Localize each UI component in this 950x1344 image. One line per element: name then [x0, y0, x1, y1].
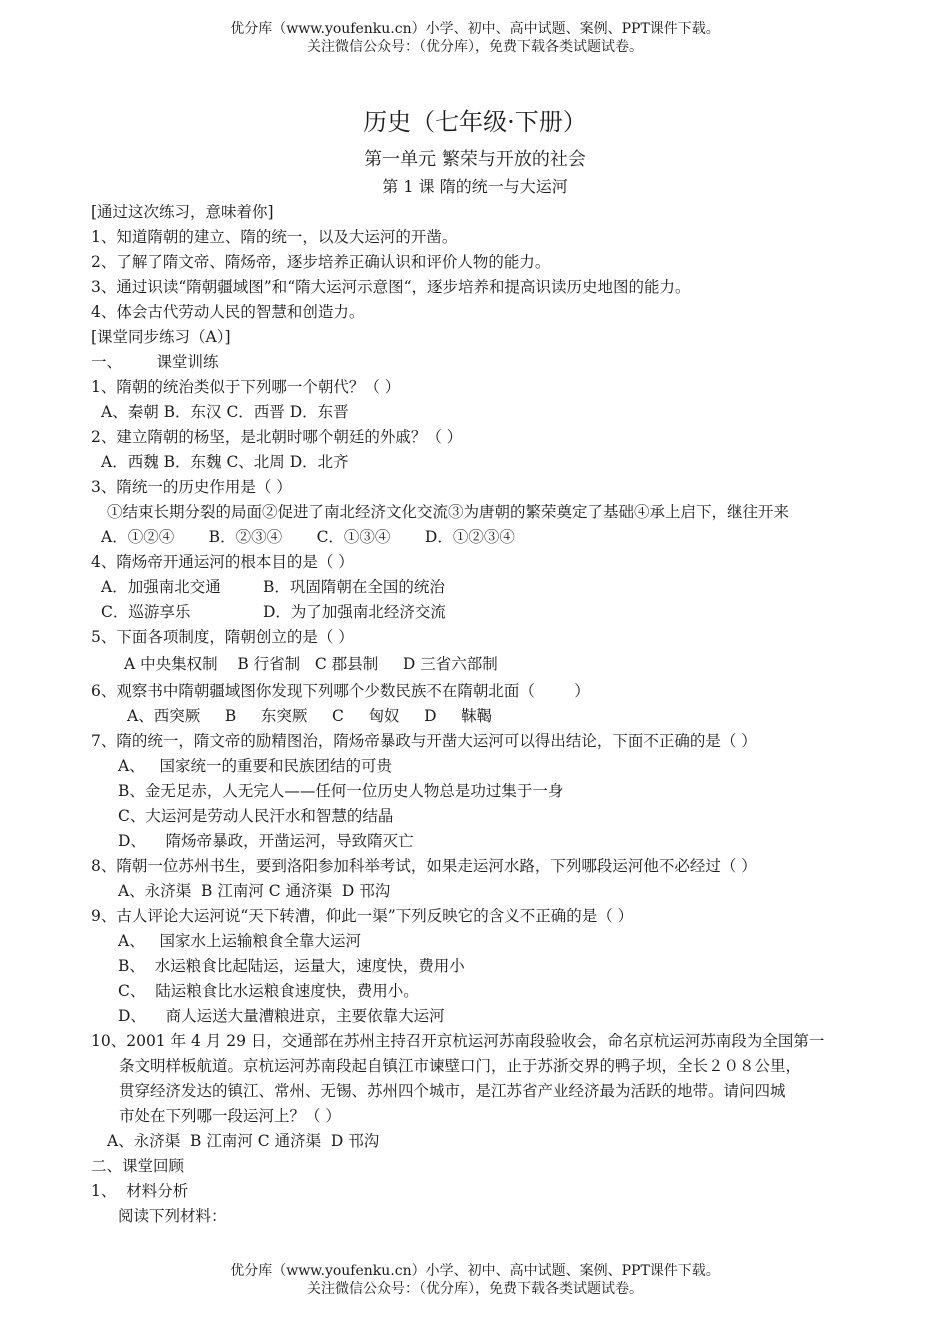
- question-stem: 1、隋朝的统治类似于下列哪一个朝代？（ ）: [91, 378, 401, 396]
- section-heading: 二、课堂回顾: [91, 1157, 185, 1175]
- question-stem: 5、下面各项制度，隋朝创立的是（ ）: [91, 628, 354, 646]
- question-stem: 4、隋炀帝开通运河的根本目的是（ ）: [91, 553, 354, 571]
- objectives-heading: [通过这次练习，意味着你]: [91, 203, 274, 221]
- question-stem: 6、观察书中隋朝疆域图你发现下列哪个少数民族不在隋朝北面（ ）: [91, 682, 590, 700]
- practice-heading: [课堂同步练习（A）]: [91, 328, 231, 346]
- question-stem-continued: 市处在下列哪一段运河上？（ ）: [119, 1107, 341, 1125]
- objective-item: 4、体会古代劳动人民的智慧和创造力。: [91, 303, 365, 321]
- option-b: B．巩固隋朝在全国的统治: [263, 578, 445, 596]
- question-stem: 8、隋朝一位苏州书生，要到洛阳参加科举考试，如果走运河水路，下列哪段运河他不必经过（ ）: [91, 857, 757, 875]
- footer-line-2: 关注微信公众号：（优分库），免费下载各类试题试卷。: [307, 1281, 643, 1297]
- objective-item: 2、了解了隋文帝、隋炀帝，逐步培养正确认识和评价人物的能力。: [91, 253, 551, 271]
- question-stem: 7、隋的统一，隋文帝的励精图治，隋炀帝暴政与开凿大运河可以得出结论，下面不正确的是（ ）: [91, 732, 757, 750]
- question-stem: 10、2001 年 4 月 29 日，交通部在苏州主持召开京杭运河苏南段验收会，命名京杭运河苏南段为全国第一: [91, 1032, 825, 1050]
- question-options: A 中央集权制 B 行省制 C 郡县制 D 三省六部制: [124, 655, 498, 673]
- material-item: 1、 材料分析: [91, 1182, 189, 1200]
- question-options: A、永济渠 B 江南河 C 通济渠 D 邗沟: [107, 1132, 380, 1150]
- worksheet-body: [91, 200, 881, 1229]
- option-c: C．巡游享乐: [101, 603, 191, 621]
- option-a: A、 国家水上运输粮食全靠大运河: [118, 932, 361, 950]
- option-d: D．为了加强南北经济交流: [263, 603, 446, 621]
- question-stem-continued: 贯穿经济发达的镇江、常州、无锡、苏州四个城市，是江苏省产业经济最为活跃的地带。请问四城: [119, 1082, 786, 1100]
- question-options: A、西突厥 B 东突厥 C 匈奴 D 靺鞨: [127, 707, 493, 725]
- option-b: B、 水运粮食比起陆运，运量大，速度快，费用小: [118, 957, 465, 975]
- question-stem: 3、隋统一的历史作用是（ ）: [91, 478, 292, 496]
- question-options: A、秦朝 B．东汉 C．西晋 D．东晋: [101, 403, 349, 421]
- option-b: B、金无足赤，人无完人——任何一位历史人物总是功过集于一身: [118, 782, 564, 800]
- question-stem-continued: 条文明样板航道。京杭运河苏南段起自镇江市谏壁口门，止于苏浙交界的鸭子坝，全长２０８公里，: [119, 1057, 802, 1075]
- page-footer: [0, 1262, 950, 1298]
- unit-title: 第一单元 繁荣与开放的社会: [364, 149, 586, 170]
- question-description: ①结束长期分裂的局面②促进了南北经济文化交流③为唐朝的繁荣奠定了基础④承上启下，继往开来: [107, 503, 790, 521]
- question-options: [91, 600, 881, 625]
- question-stem: 9、古人评论大运河说“天下转漕，仰此一渠”下列反映它的含义不正确的是（ ）: [91, 907, 634, 925]
- material-intro: 阅读下列材料：: [118, 1207, 227, 1225]
- option-c: C、大运河是劳动人民汗水和智慧的结晶: [118, 807, 394, 825]
- objective-item: 1、知道隋朝的建立、隋的统一，以及大运河的开凿。: [91, 228, 458, 246]
- option-a: A．加强南北交通: [101, 578, 221, 596]
- question-options: [91, 575, 881, 600]
- footer-line-1: 优分库（www.youfenku.cn）小学、初中、高中试题、案例、PPT课件下载。: [230, 1263, 720, 1279]
- question-options: A、永济渠 B 江南河 C 通济渠 D 邗沟: [118, 882, 391, 900]
- question-options: A．①②④ B．②③④ C．①③④ D．①②③④: [101, 528, 515, 546]
- page-header: [0, 20, 950, 56]
- option-a: A、 国家统一的重要和民族团结的可贵: [118, 757, 392, 775]
- option-d: D、 商人运送大量漕粮进京，主要依靠大运河: [118, 1007, 445, 1025]
- header-line-2: 关注微信公众号：（优分库），免费下载各类试题试卷。: [307, 39, 643, 55]
- question-stem: 2、建立隋朝的杨坚，是北朝时哪个朝廷的外戚？（ ）: [91, 428, 463, 446]
- lesson-title: 第 1 课 隋的统一与大运河: [382, 177, 568, 196]
- header-line-1: 优分库（www.youfenku.cn）小学、初中、高中试题、案例、PPT课件下载。: [230, 21, 720, 37]
- section-heading: 一、 课堂训练: [91, 353, 219, 371]
- objective-item: 3、通过识读“隋朝疆域图”和“隋大运河示意图“，逐步培养和提高识读历史地图的能力。: [91, 278, 691, 296]
- document-title: 历史（七年级·下册）: [363, 108, 587, 136]
- option-c: C、 陆运粮食比水运粮食速度快，费用小。: [118, 982, 419, 1000]
- question-options: A．西魏 B．东魏 C、北周 D．北齐: [101, 453, 349, 471]
- option-d: D、 隋炀帝暴政，开凿运河，导致隋灭亡: [118, 832, 414, 850]
